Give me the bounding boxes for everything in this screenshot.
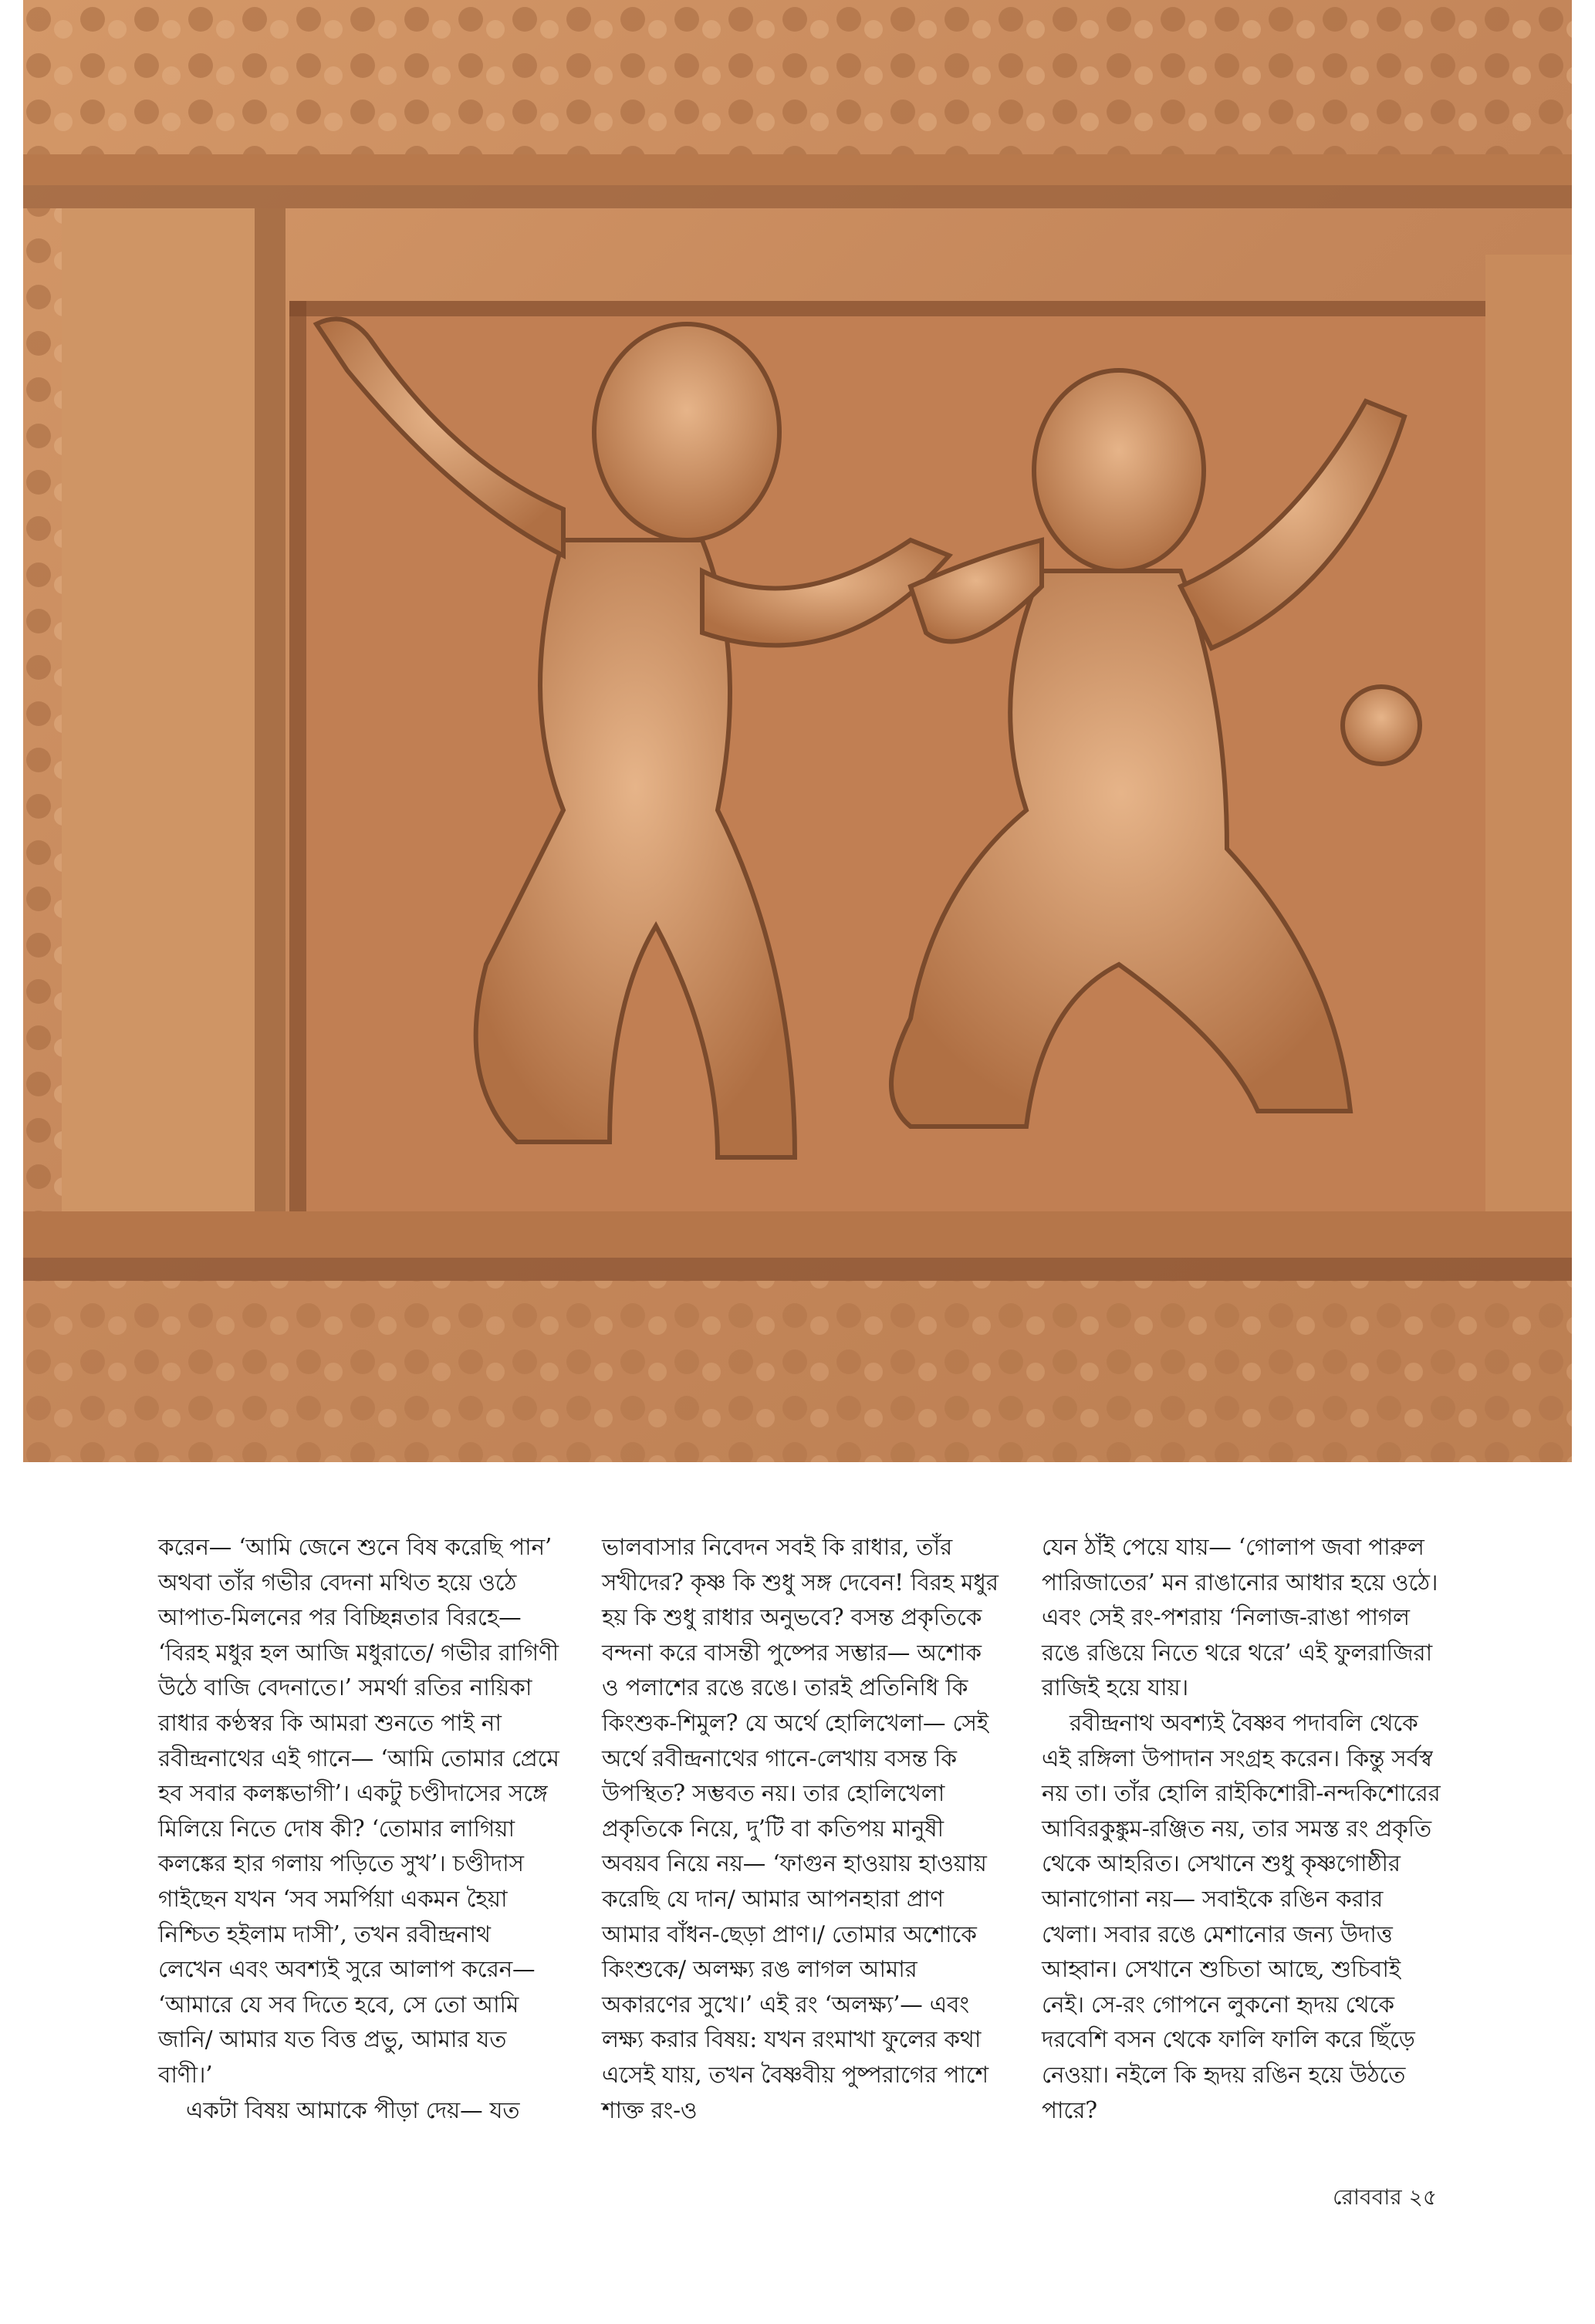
relief-illustration: [23, 0, 1572, 1462]
paragraph: একটা বিষয় আমাকে পীড়া দেয়— যত: [186, 2096, 520, 2123]
paragraph: যেন ঠাঁই পেয়ে যায়— ‘গোলাপ জবা পারুল পারিজাতের’ মন রাঙানোর আধার হয়ে ওঠে। এবং সেই রং-পশরায় ‘নিলাজ-রাঙা পাগল রঙে রঙিয়ে নিতে থরে থরে’ এই ফুলরাজিরা রাজিই হয়ে যায়।: [1042, 1534, 1438, 1701]
paragraph: ভালবাসার নিবেদন সবই কি রাধার, তাঁর সখীদের? কৃষ্ণ কি শুধু সঙ্গ দেবেন! বিরহ মধুর হয় কি শুধু রাধার অনুভবে? বসন্ত প্রকৃতিকে বন্দনা করে বাসন্তী পুষ্পের সম্ভার— অশোক ও পলাশের রঙে রঙে। তারই প্রতিনিধি কি কিংশুক-শিমুল? যে অর্থে হোলিখেলা— সেই অর্থে রবীন্দ্রনাথের গানে-লেখায় বসন্ত কি উপস্থিত? সম্ভবত নয়। তার হোলিখেলা প্রকৃতিকে নিয়ে, দু’টি বা কতিপয় মানুষী অবয়ব নিয়ে নয়— ‘ফাগুন হাওয়ায় হাওয়ায় করেছি যে দান/ আমার আপনহারা প্রাণ আমার বাঁধন-ছেড়া প্রাণ।/ তোমার অশোকে কিংশুকে/ অলক্ষ্য রঙ লাগল আমার অকারণের সুখে।’ এই রং ‘অলক্ষ্য’— এবং লক্ষ্য করার বিষয়: যখন রংমাখা ফুলের কথা এসেই যায়, তখন বৈষ্ণবীয় পুষ্পরাগের পাশে শাক্ত রং-ও: [602, 1534, 999, 2123]
text-column-3: [1042, 1530, 1443, 2128]
page-folio: রোববার ২৫: [1333, 2184, 1437, 2210]
terracotta-relief-photo: [23, 0, 1572, 1462]
paragraph: করেন— ‘আমি জেনে শুনে বিষ করেছি পান’ অথবা তাঁর গভীর বেদনা মথিত হয়ে ওঠে আপাত-মিলনের পর বিচ্ছিন্নতার বিরহে— ‘বিরহ মধুর হল আজি মধুরাতে/ গভীর রাগিণী উঠে বাজি বেদনাতে।’ সমর্থা রতির নায়িকা রাধার কণ্ঠস্বর কি আমরা শুনতে পাই না রবীন্দ্রনাথের এই গানে— ‘আমি তোমার প্রেমে হব সবার কলঙ্কভাগী’। একটু চণ্ডীদাসের সঙ্গে মিলিয়ে নিতে দোষ কী? ‘তোমার লাগিয়া কলঙ্কের হার গলায় পড়িতে সুখ’। চণ্ডীদাস গাইছেন যখন ‘সব সমর্পিয়া একমন হৈয়া নিশ্চিত হইলাম দাসী’, তখন রবীন্দ্রনাথ লেখেন এবং অবশ্যই সুরে আলাপ করেন— ‘আমারে যে সব দিতে হবে, সে তো আমি জানি/ আমার যত বিত্ত প্রভু, আমার যত বাণী।’: [158, 1534, 559, 2088]
text-column-1: [158, 1530, 559, 2128]
paragraph: রবীন্দ্রনাথ অবশ্যই বৈষ্ণব পদাবলি থেকে এই রঙ্গিলা উপাদান সংগ্রহ করেন। কিন্তু সর্বস্ব নয় তা। তাঁর হোলি রাইকিশোরী-নন্দকিশোরের আবিরকুঙ্কুম-রঞ্জিত নয়, তার সমস্ত রং প্রকৃতি থেকে আহরিত। সেখানে শুধু কৃষ্ণগোষ্ঠীর আনাগোনা নয়— সবাইকে রঙিন করার খেলা। সবার রঙে মেশানোর জন্য উদাত্ত আহ্বান। সেখানে শুচিতা আছে, শুচিবাই নেই। সে-রং গোপনে লুকনো হৃদয় থেকে দরবেশি বসন থেকে ফালি ফালি করে ছিঁড়ে নেওয়া। নইলে কি হৃদয় রঙিন হয়ে উঠতে পারে?: [1042, 1709, 1441, 2123]
text-column-2: [602, 1530, 1003, 2128]
